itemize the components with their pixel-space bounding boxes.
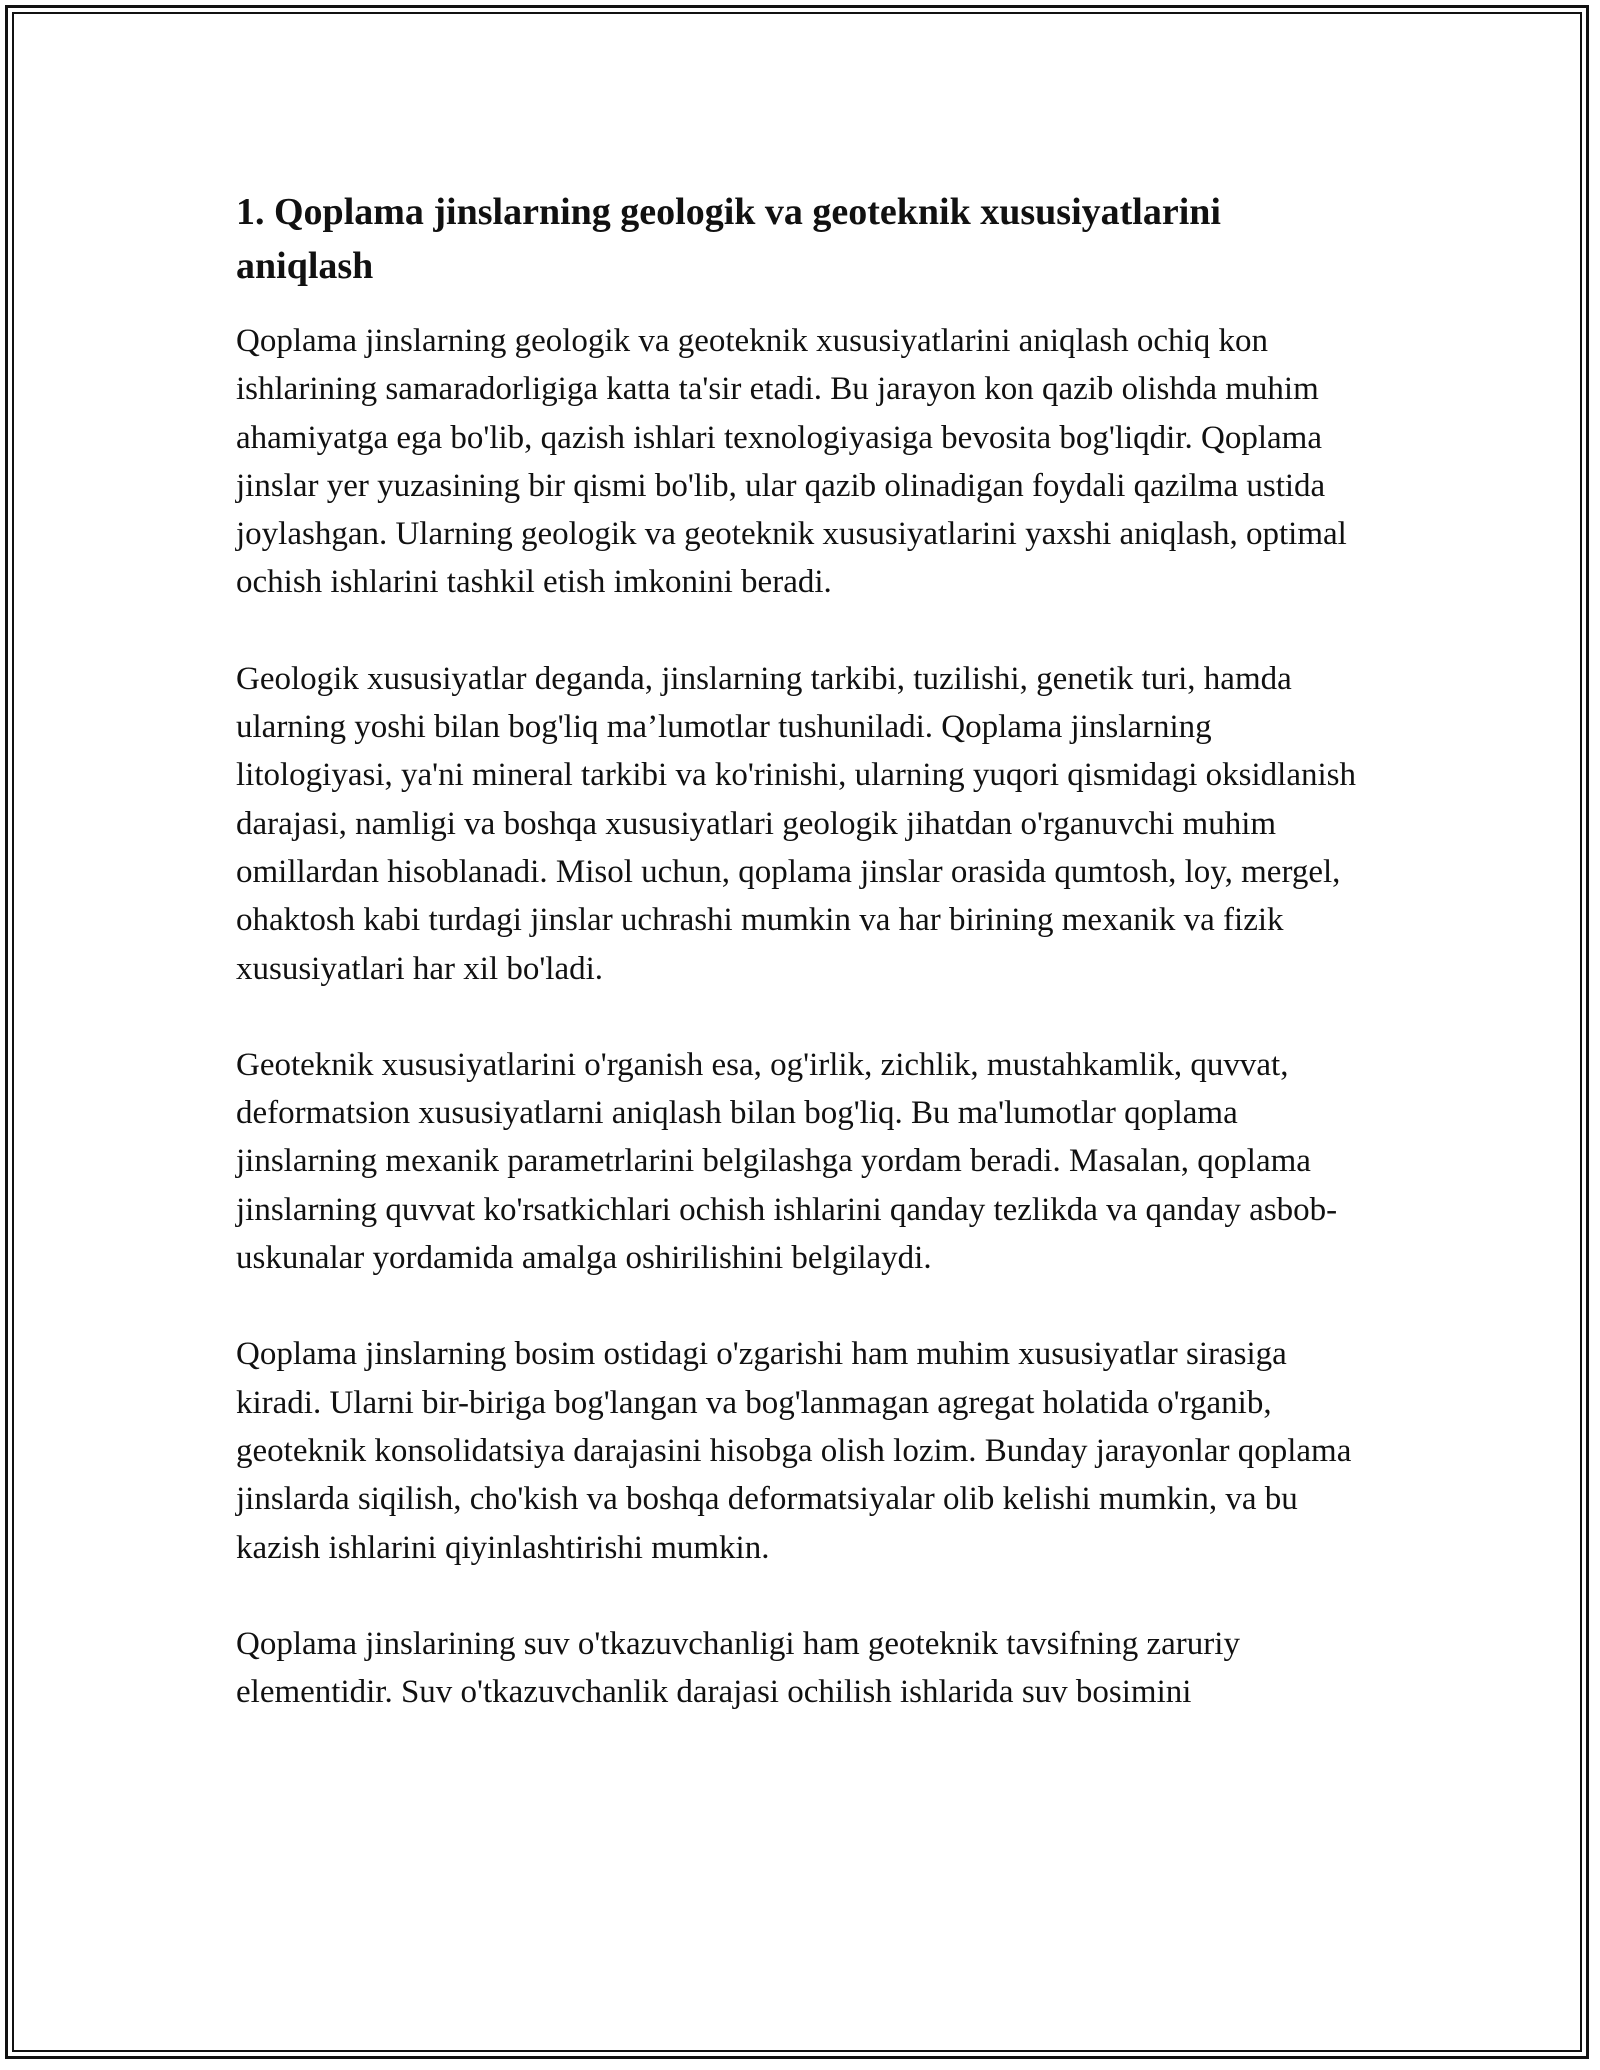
paragraph-intro: Qoplama jinslarning geologik va geoteknik xususiyatlarini aniqlash ochiq kon ishlarining samaradorligiga katta ta'sir etadi. Bu jarayon kon qazib olishda muhim ahamiyatga ega bo'lib, qazish ishlari texnologiyasiga bevosita bog'liqdir. Qoplama jinslar yer yuzasining bir qismi bo'lib, ular qazib olinadigan foydali qazilma ustida joylashgan. Ularning geologik va geoteknik xususiyatlarini yaxshi aniqlash, optimal ochish ishlarini tashkil etish imkonini beradi. [236,323,1347,601]
document-body [236,185,1366,1764]
paragraph-pressure-changes: Qoplama jinslarning bosim ostidagi o'zgarishi ham muhim xususiyatlar sirasiga kiradi. Ularni bir-biriga bog'langan va bog'lanmagan agregat holatida o'rganib, geoteknik konsolidatsiya darajasini hisobga olish lozim. Bunday jarayonlar qoplama jinslarda siqilish, cho'kish va boshqa deformatsiyalar olib kelishi mumkin, va bu kazish ishlarini qiyinlashtirishi mumkin. [236,1336,1352,1566]
paragraph-geological-properties: Geologik xususiyatlar deganda, jinslarning tarkibi, tuzilishi, genetik turi, hamda ularning yoshi bilan bog'liq ma’lumotlar tushuniladi. Qoplama jinslarning litologiyasi, ya'ni mineral tarkibi va ko'rinishi, ularning yuqori qismidagi oksidlanish darajasi, namligi va boshqa xususiyatlari geologik jihatdan o'rganuvchi muhim omillardan hisoblanadi. Misol uchun, qoplama jinslar orasida qumtosh, loy, mergel, ohaktosh kabi turdagi jinslar uchrashi mumkin va har birining mexanik va fizik xususiyatlari har xil bo'ladi. [236,660,1357,987]
paragraph-geotechnical-properties: Geoteknik xususiyatlarini o'rganish esa, og'irlik, zichlik, mustahkamlik, quvvat, deformatsion xususiyatlarni aniqlash bilan bog'liq. Bu ma'lumotlar qoplama jinslarning mexanik parametrlarini belgilashga yordam beradi. Masalan, qoplama jinslarning quvvat ko'rsatkichlari ochish ishlarini qanday tezlikda va qanday asbob-uskunalar yordamida amalga oshirilishini belgilaydi. [236,1046,1338,1277]
paragraph-permeability: Qoplama jinslarining suv o'tkazuvchanligi ham geoteknik tavsifning zaruriy elementidir. Suv o'tkazuvchanlik darajasi ochilish ishlarida suv bosimini [236,1625,1240,1711]
section-heading: 1. Qoplama jinslarning geologik va geoteknik xususiyatlarini aniqlash [236,191,1221,287]
